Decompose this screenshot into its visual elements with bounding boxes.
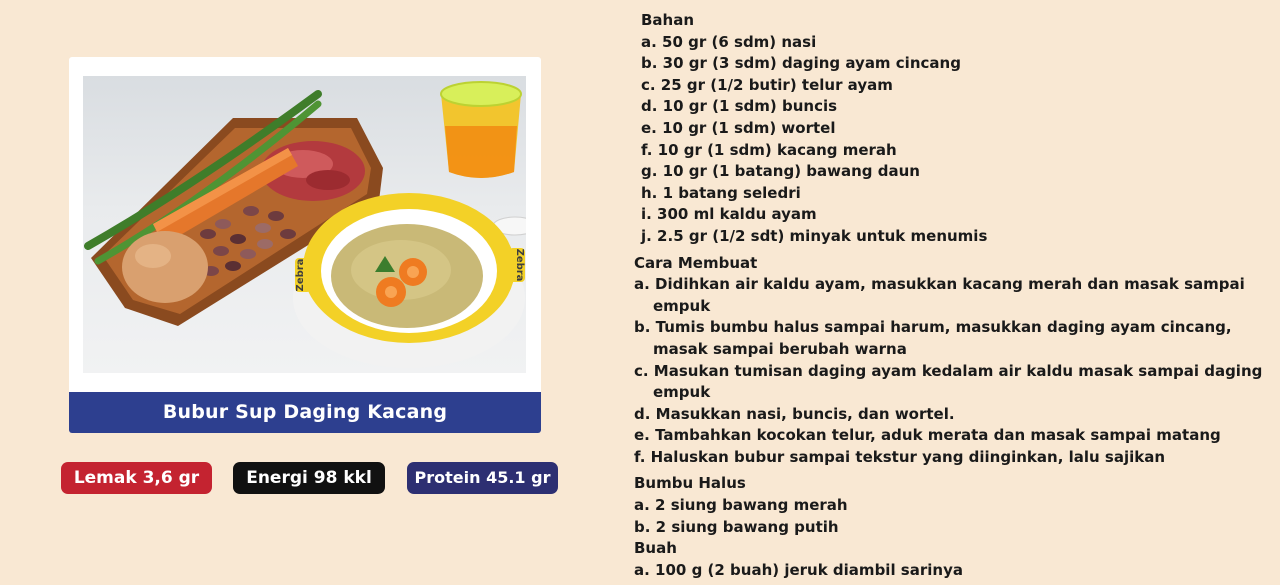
ingredients-section [634, 10, 1274, 248]
juice-cup [441, 82, 521, 178]
list-item: h. 1 batang seledri [641, 183, 801, 202]
list-item: b. Tumis bumbu halus sampai harum, masukkan daging ayam cincang, masak sampai berubah warna [634, 318, 1232, 358]
list-item: a. 2 siung bawang merah [634, 496, 848, 515]
steps-section [634, 253, 1274, 469]
ingredients-heading: Bahan [641, 11, 695, 29]
list-item: c. Masukan tumisan daging ayam kedalam air kaldu masak sampai daging empuk [634, 361, 1263, 402]
spice-paste-heading: Bumbu Halus [634, 474, 746, 493]
list-item: e. Tambahkan kocokan telur, aduk merata dan masak sampai matang [634, 426, 1221, 445]
fruit-list [634, 560, 1274, 582]
bowl-brand-left: Zebra [295, 258, 306, 292]
list-item: a. Didihkan air kaldu ayam, masukkan kacang merah dan masak sampai empuk [634, 275, 1245, 315]
steps-list [634, 274, 1274, 468]
list-item: f. 10 gr (1 sdm) kacang merah [641, 140, 897, 159]
recipe-photo-card [69, 57, 541, 433]
list-item: e. 10 gr (1 sdm) wortel [641, 118, 836, 137]
spice-paste-section [634, 473, 1274, 538]
list-item: c. 25 gr (1/2 butir) telur ayam [641, 75, 893, 94]
dish-illustration [83, 76, 526, 373]
list-item: d. 10 gr (1 sdm) buncis [641, 97, 838, 116]
list-item: g. 10 gr (1 batang) bawang daun [641, 162, 920, 181]
list-item: i. 300 ml kaldu ayam [641, 205, 817, 224]
list-item: d. Masukkan nasi, buncis, dan wortel. [634, 404, 955, 423]
egg [122, 231, 208, 303]
protein-badge: Protein 45.1 gr [407, 462, 558, 494]
dish-title: Bubur Sup Daging Kacang [69, 392, 541, 433]
list-item: b. 2 siung bawang putih [634, 517, 839, 536]
ingredients-list [641, 32, 1274, 248]
fruit-heading: Buah [634, 539, 677, 558]
fat-badge: Lemak 3,6 gr [61, 462, 212, 494]
list-item: a. 100 g (2 buah) jeruk diambil sarinya [634, 560, 963, 579]
list-item: j. 2.5 gr (1/2 sdt) minyak untuk menumis [641, 226, 988, 245]
list-item: f. Haluskan bubur sampai tekstur yang diinginkan, lalu sajikan [634, 447, 1166, 466]
spice-paste-list [634, 495, 1274, 538]
fruit-section [634, 538, 1274, 581]
dish-photo [83, 76, 526, 373]
recipe-text [634, 10, 1274, 581]
steps-heading: Cara Membuat [634, 253, 758, 272]
list-item: b. 30 gr (3 sdm) daging ayam cincang [641, 54, 961, 73]
energy-badge: Energi 98 kkl [233, 462, 385, 494]
list-item: a. 50 gr (6 sdm) nasi [641, 32, 817, 51]
bowl-brand-right: Zebra [514, 248, 525, 282]
